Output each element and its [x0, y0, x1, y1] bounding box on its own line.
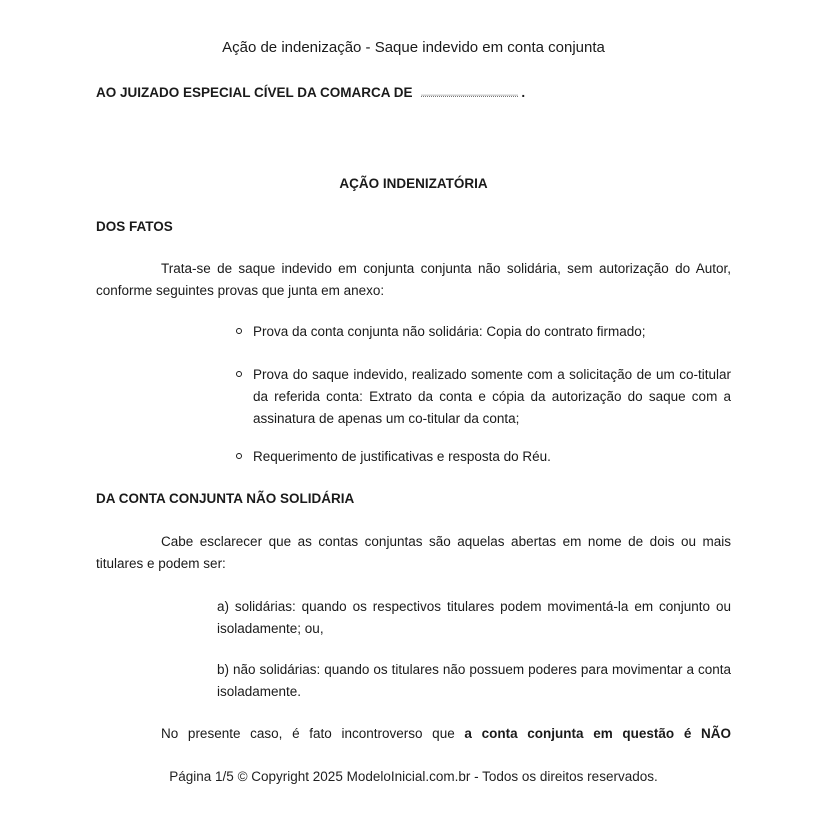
evidence-item-text: Requerimento de justificativas e resposta do Réu.	[253, 449, 551, 464]
evidence-item	[236, 446, 731, 468]
bullet-icon	[236, 446, 253, 468]
account-type-item: b) não solidárias: quando os titulares não possuem poderes para movimentar a conta isoladamente.	[217, 662, 731, 699]
evidence-item-text: Prova da conta conjunta não solidária: Copia do contrato firmado;	[253, 324, 646, 339]
bullet-icon	[236, 321, 253, 343]
page-footer: Página 1/5 © Copyright 2025 ModeloInicial.com.br - Todos os direitos reservados.	[169, 769, 658, 784]
conclusion-normal-text: No presente caso, é fato incontroverso que	[161, 726, 455, 741]
facts-section-heading: DOS FATOS	[96, 219, 173, 234]
fill-in-blank[interactable]	[421, 83, 518, 97]
action-heading: AÇÃO INDENIZATÓRIA	[339, 176, 488, 191]
account-type-item: a) solidárias: quando os respectivos titulares podem movimentá-la em conjunto ou isoladamente; ou,	[217, 599, 731, 636]
facts-intro-paragraph: Trata-se de saque indevido em conjunta conjunta não solidária, sem autorização do Autor, conforme seguintes provas que junta em anexo:	[96, 261, 731, 298]
document-title: Ação de indenização - Saque indevido em conta conjunta	[222, 39, 605, 56]
addressee-text: AO JUIZADO ESPECIAL CÍVEL DA COMARCA DE	[96, 85, 413, 100]
evidence-item	[236, 364, 731, 430]
joint-account-section-heading: DA CONTA CONJUNTA NÃO SOLIDÁRIA	[96, 491, 355, 506]
evidence-item	[236, 321, 731, 343]
evidence-item-text: Prova do saque indevido, realizado somente com a solicitação de um co-titular da referida conta: Extrato da conta e cópia da autorização do saque com a assinatura de apenas um co-titular da conta;	[253, 367, 731, 426]
joint-account-intro-paragraph: Cabe esclarecer que as contas conjuntas são aquelas abertas em nome de dois ou mais titulares e podem ser:	[96, 534, 731, 571]
conclusion-bold-text: a conta conjunta em questão é NÃO	[464, 726, 732, 741]
conclusion-paragraph	[96, 723, 731, 745]
bullet-icon	[236, 364, 253, 430]
addressee-period: .	[521, 85, 526, 100]
addressee-line	[96, 82, 731, 104]
